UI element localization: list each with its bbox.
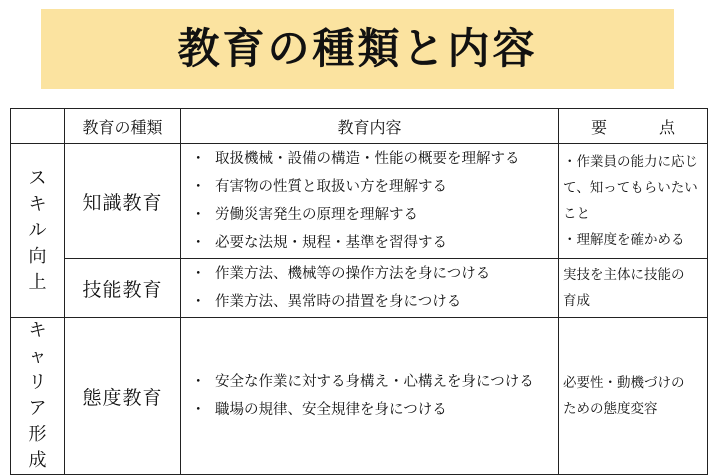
points-line: 実技を主体に技能の bbox=[563, 267, 685, 283]
bullet-icon: ・ bbox=[191, 266, 206, 282]
content-item bbox=[185, 173, 554, 201]
points-cell bbox=[559, 318, 708, 475]
table-row-knowledge bbox=[11, 144, 708, 259]
type-cell: 技能教育 bbox=[65, 259, 181, 318]
content-item bbox=[185, 396, 554, 424]
content-item bbox=[185, 260, 554, 288]
group-label-char: 向 bbox=[28, 245, 47, 267]
content-cell bbox=[181, 144, 559, 259]
bullet-icon: ・ bbox=[191, 235, 206, 251]
points-cell bbox=[559, 144, 708, 259]
bullet-icon: ・ bbox=[191, 179, 206, 195]
table-row-skill bbox=[11, 259, 708, 318]
bullet-icon: ・ bbox=[191, 374, 206, 390]
bullet-icon: ・ bbox=[191, 207, 206, 223]
header-type: 教育の種類 bbox=[65, 109, 181, 144]
group-label-char: ア bbox=[28, 398, 47, 419]
points-cell bbox=[559, 259, 708, 318]
group-label-char: ス bbox=[28, 167, 47, 189]
bullet-icon: ・ bbox=[191, 151, 206, 167]
group-label-char: リ bbox=[28, 372, 47, 393]
group-label-char: キ bbox=[28, 320, 47, 341]
title-banner bbox=[41, 9, 674, 89]
points-line: こと bbox=[563, 206, 590, 222]
group-label-career bbox=[11, 318, 65, 475]
content-item bbox=[185, 368, 554, 396]
content-item bbox=[185, 145, 554, 173]
content-item-text: 職場の規律、安全規律を身につける bbox=[215, 402, 447, 418]
content-item-text: 労働災害発生の原理を理解する bbox=[215, 207, 418, 223]
education-table bbox=[10, 108, 708, 475]
group-label-char: キ bbox=[28, 193, 47, 215]
type-cell: 知識教育 bbox=[65, 144, 181, 259]
group-label-skill-up bbox=[11, 144, 65, 318]
points-line: 必要性・動機づけの bbox=[563, 375, 685, 391]
header-points: 要 点 bbox=[559, 109, 708, 144]
content-item bbox=[185, 201, 554, 229]
points-line: ための態度変容 bbox=[563, 401, 658, 417]
content-cell bbox=[181, 259, 559, 318]
table-header-row bbox=[11, 109, 708, 144]
page-title: 教育の種類と内容 bbox=[177, 24, 538, 73]
group-label-char: 成 bbox=[28, 450, 47, 471]
points-line: ・理解度を確かめる bbox=[563, 232, 685, 248]
bullet-icon: ・ bbox=[191, 294, 206, 310]
group-label-char: ャ bbox=[28, 346, 47, 367]
content-cell bbox=[181, 318, 559, 475]
content-item-text: 安全な作業に対する身構え・心構えを身につける bbox=[215, 374, 534, 390]
content-item-text: 必要な法規・規程・基準を習得する bbox=[215, 235, 447, 251]
table-row-attitude bbox=[11, 318, 708, 475]
bullet-icon: ・ bbox=[191, 402, 206, 418]
type-cell: 態度教育 bbox=[65, 318, 181, 475]
group-label-char: 上 bbox=[28, 271, 47, 293]
header-content: 教育内容 bbox=[181, 109, 559, 144]
points-line: 育成 bbox=[563, 293, 590, 309]
content-item-text: 取扱機械・設備の構造・性能の概要を理解する bbox=[215, 151, 520, 167]
content-item bbox=[185, 229, 554, 257]
content-item-text: 作業方法、異常時の措置を身につける bbox=[215, 294, 462, 310]
group-label-char: 形 bbox=[28, 424, 47, 445]
points-line: て、知ってもらいたい bbox=[563, 180, 698, 196]
content-item-text: 有害物の性質と取扱い方を理解する bbox=[215, 179, 447, 195]
content-item bbox=[185, 288, 554, 316]
content-item-text: 作業方法、機械等の操作方法を身につける bbox=[215, 266, 491, 282]
points-line: ・作業員の能力に応じ bbox=[563, 154, 698, 170]
group-label-char: ル bbox=[28, 219, 47, 241]
header-blank-cell bbox=[11, 109, 65, 144]
